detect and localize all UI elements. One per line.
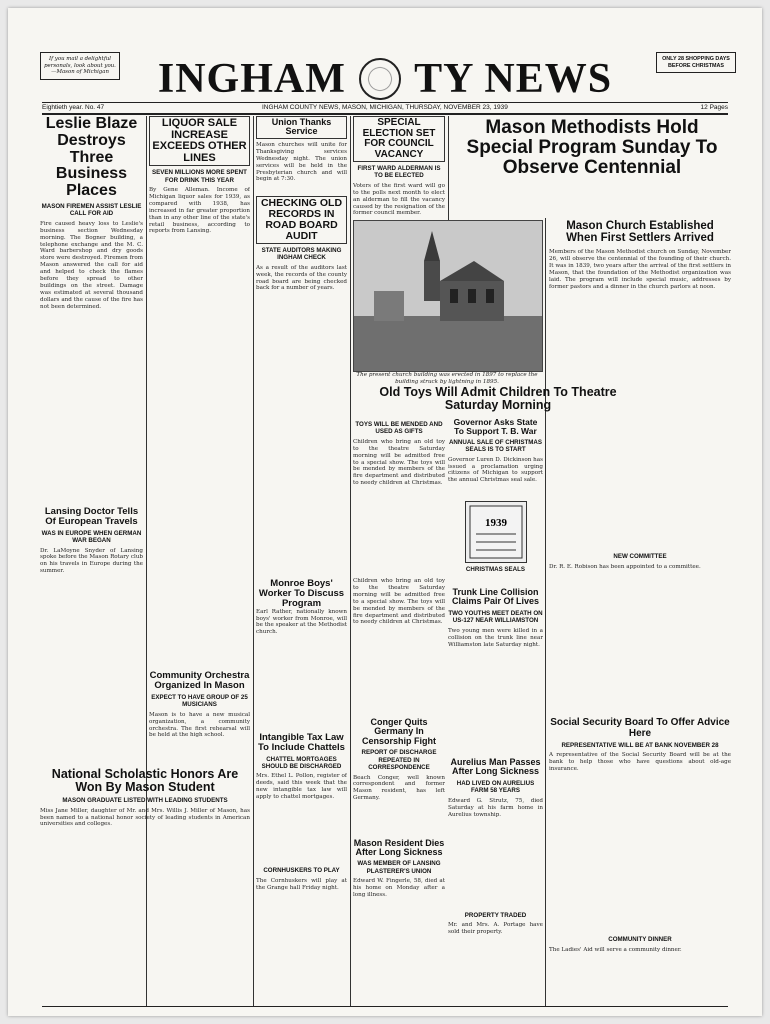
issue-pages: 12 Pages	[700, 104, 728, 111]
column-1	[40, 116, 143, 760]
county-seal-icon	[359, 58, 401, 100]
monroe-text: Earl Rather, nationally known boys' worker from Monroe, will be the speaker at the Methodist church.	[256, 608, 347, 636]
masthead	[143, 56, 627, 103]
column-3	[256, 116, 347, 942]
methodist-subsection	[549, 220, 731, 638]
trunk-line-dek: TWO YOUTHS MEET DEATH ON US-127 NEAR WILLIAMSTON	[448, 609, 543, 625]
old-toys-story	[353, 386, 643, 412]
aurelius-story	[448, 758, 543, 966]
bargain-text: The Ladies' Aid will serve a community dinner.	[549, 946, 682, 953]
intangible-text: Mrs. Ethel L. Pollon, register of deeds, said this week that the new intangible tax law will apply to chattel mortgages.	[256, 773, 347, 801]
scholastic-dek: MASON GRADUATE LISTED WITH LEADING STUDENTS	[62, 797, 228, 805]
social-security-text: A representative of the Social Security Board will be at the bank to help those who have questions about old-age insurance.	[549, 752, 731, 773]
conger-headline: Conger Quits Germany In Censorship Fight	[362, 717, 436, 746]
governor-headline: Governor Asks State To Support T. B. War	[453, 417, 538, 436]
newspaper-page	[8, 8, 762, 1016]
conger-dek: REPORT OF DISCHARGE REPEATED IN CORRESPONDENCE	[361, 749, 437, 772]
governor-text: Governor Luren D. Dickinson has issued a proclamation urging citizens of Michigan to support the annual Christmas seal sale.	[448, 456, 543, 484]
liquor-headline: LIQUOR SALE INCREASE EXCEEDS OTHER LINES	[152, 117, 247, 164]
christmas-seal-icon	[466, 502, 526, 562]
resident-dies-headline: Mason Resident Dies After Long Sickness	[353, 837, 445, 857]
property-headline: PROPERTY TRADED	[464, 911, 527, 919]
trunk-line-story	[448, 588, 543, 772]
governor-column	[448, 418, 543, 576]
masthead-right: TY NEWS	[414, 56, 613, 102]
lansing-doctor-headline: Lansing Doctor Tells Of European Travels	[44, 505, 139, 527]
photo-caption: The present church building was erected in 1897 to replace the building struck by lightning in 1895.	[356, 372, 538, 385]
intangible-headline: Intangible Tax Law To Include Chattels	[258, 731, 345, 753]
methodist-subhead: Mason Church Established When First Settlers Arrived	[566, 220, 714, 245]
resident-dies-text: Edward W. Fingerle, 58, died at his home on Monday after a long illness.	[353, 878, 445, 899]
methodist-text: Members of the Mason Methodist church on Sunday, November 26, will observe the centennial of the founding of their church. It was in 1839, two years after the arrival of the first settlers in Mason, that the foundation of the Methodist organization was laid. The program will include special music, addresses by former pastors and a dinner in the church parlors at noon.	[549, 249, 731, 290]
column-divider	[448, 116, 449, 226]
methodist-story	[454, 118, 730, 178]
liquor-text: By Gene Alleman. Income of Michigan liquor sales for 1939, as compared with 1938, has increased in far greater proportion than in any other line of the state's retail business, according to reports from Lansing.	[149, 187, 250, 235]
monroe-headline: Monroe Boys' Worker To Discuss Program	[258, 577, 345, 609]
union-thanks-text: Mason churches will unite for Thanksgiving services Wednesday night. The union services will be held in the Presbyterian church and will begin at 7:30.	[256, 141, 347, 183]
union-thanks-box	[256, 116, 347, 139]
scholastic-text: Miss Jane Miller, daughter of Mr. and Mrs. Willis J. Miller of Mason, has been named to a national honor society of leading students in American universities and colleges.	[40, 807, 250, 828]
trunk-line-headline: Trunk Line Collision Claims Pair Of Lives	[451, 587, 540, 607]
christmas-seal-graphic	[465, 501, 527, 563]
resident-dies-dek: WAS MEMBER OF LANSING PLASTERER'S UNION	[357, 860, 441, 875]
conger-story	[353, 578, 445, 682]
leslie-headline: Leslie Blaze Destroys Three Business Places	[45, 115, 138, 200]
orchestra-text: Mason is to have a new musical organization, a community orchestra. The first rehearsal will be held at the high school.	[149, 711, 250, 739]
committee-headline: NEW COMMITTEE	[613, 553, 667, 561]
old-toys-cont: Children who bring an old toy to the theatre Saturday morning will be admitted free to a special show. The toys will be mended by members of the fire department and distributed to needy children at Christmas.	[353, 578, 445, 626]
social-security-story	[549, 718, 731, 1011]
special-election-headline: SPECIAL ELECTION SET FOR COUNCIL VACANCY	[362, 117, 436, 160]
column-2	[149, 116, 250, 826]
right-ear-box: ONLY 28 SHOPPING DAYS BEFORE CHRISTMAS	[656, 52, 736, 73]
checking-headline-box	[256, 196, 347, 244]
masthead-rule-bottom	[42, 113, 728, 115]
scholastic-story	[40, 768, 250, 992]
old-toys-headline: Old Toys Will Admit Children To Theatre Saturday Morning	[379, 385, 617, 413]
orchestra-headline: Community Orchestra Organized In Mason	[149, 670, 250, 691]
trunk-line-text: Two young men were killed in a collision on the trunk line near Williamston late Saturday night.	[448, 627, 543, 648]
orchestra-dek: EXPECT TO HAVE GROUP OF 25 MUSICIANS	[151, 693, 248, 709]
checking-dek: STATE AUDITORS MAKING INGHAM CHECK	[261, 246, 342, 262]
aurelius-headline: Aurelius Man Passes After Long Sickness	[450, 757, 541, 777]
masthead-left: INGHAM	[157, 56, 346, 102]
aurelius-dek: HAD LIVED ON AURELIUS FARM 58 YEARS	[456, 779, 535, 795]
issue-dateline: INGHAM COUNTY NEWS, MASON, MICHIGAN, THURSDAY, NOVEMBER 23, 1939	[262, 104, 508, 111]
left-ear-box: If you mail a delightful personals, look about you. —Mason of Michigan	[40, 52, 120, 80]
checking-text: As a result of the auditors last week, the records of the county road board are being checked back for a number of years.	[256, 264, 347, 292]
column-divider	[350, 116, 351, 1006]
cornhuskers-text: The Cornhuskers will play at the Grange hall Friday night.	[256, 877, 347, 891]
conger-column	[353, 718, 445, 992]
lansing-doctor-text: Dr. LaMoyne Snyder of Lansing spoke before the Mason Rotary club on his travels in Europe during the summer.	[40, 547, 143, 575]
cornhuskers-headline: CORNHUSKERS TO PLAY	[263, 867, 340, 875]
methodist-headline: Mason Methodists Hold Special Program Sunday To Observe Centennial	[466, 117, 718, 178]
leslie-text: Fire caused heavy loss to Leslie's business section Wednesday morning. The Bogner building, a telephone exchange and the M. C. Ward barbershop and dry goods store were destroyed. Firemen from Mason answered the call for aid and helped to check the flames before they spread to other buildings on the street. Damage was estimated at several thousand dollars and the cause of the fire has not been determined.	[40, 220, 143, 310]
intangible-dek: CHATTEL MORTGAGES SHOULD BE DISCHARGED	[261, 755, 342, 770]
property-text: Mr. and Mrs. A. Portage have sold their property.	[448, 922, 543, 935]
issue-year: Eightieth year. No. 47	[42, 104, 105, 111]
page-bottom-rule	[42, 1006, 728, 1007]
leslie-dek: MASON FIREMEN ASSIST LESLIE CALL FOR AID	[41, 202, 142, 218]
governor-dek: ANNUAL SALE OF CHRISTMAS SEALS IS TO START	[448, 438, 543, 454]
aurelius-text: Edward G. Strutz, 75, died Saturday at his farm home in Aurelius township.	[448, 797, 543, 818]
social-security-headline: Social Security Board To Offer Advice Here	[550, 717, 730, 739]
masthead-rule-top	[42, 102, 728, 103]
social-security-dek: REPRESENTATIVE WILL BE AT BANK NOVEMBER 28	[561, 742, 719, 749]
lansing-doctor-dek: WAS IN EUROPE WHEN GERMAN WAR BEGAN	[41, 529, 142, 545]
special-election-box	[353, 116, 445, 162]
checking-headline: CHECKING OLD RECORDS IN ROAD BOARD AUDIT	[260, 196, 343, 242]
svg-text:1939: 1939	[484, 516, 507, 529]
committee-text: Dr. R. E. Robison has been appointed to a committee.	[549, 563, 701, 570]
church-illustration	[354, 221, 542, 371]
old-toys-dek: TOYS WILL BE MENDED AND USED AS GIFTS	[355, 421, 443, 436]
special-election-dek: FIRST WARD ALDERMAN IS TO BE ELECTED	[357, 165, 441, 180]
column-divider	[545, 218, 546, 1006]
liquor-headline-box	[149, 116, 250, 166]
old-toys-column	[353, 418, 445, 583]
bargain-headline: COMMUNITY DINNER	[608, 936, 672, 944]
christmas-seal-label: CHRISTMAS SEALS	[465, 565, 526, 573]
special-election-text: Voters of the first ward will go to the polls next month to elect an alderman to fill the vacancy caused by the resignation of the former council member.	[353, 182, 445, 217]
union-thanks-headline: Union Thanks Service	[271, 117, 332, 137]
liquor-dek: SEVEN MILLIONS MORE SPENT FOR DRINK THIS YEAR	[152, 169, 247, 184]
old-toys-text: Children who bring an old toy to the theatre Saturday morning will be admitted free to a special show. The toys will be mended by members of the fire department and distributed to needy children at Christmas.	[353, 438, 445, 487]
scholastic-headline: National Scholastic Honors Are Won By Mason Student	[51, 767, 239, 795]
church-photo	[353, 220, 543, 372]
column-divider	[253, 116, 254, 1006]
conger-text: Beach Conger, well known correspondent and former Mason resident, has left Germany.	[353, 774, 445, 802]
